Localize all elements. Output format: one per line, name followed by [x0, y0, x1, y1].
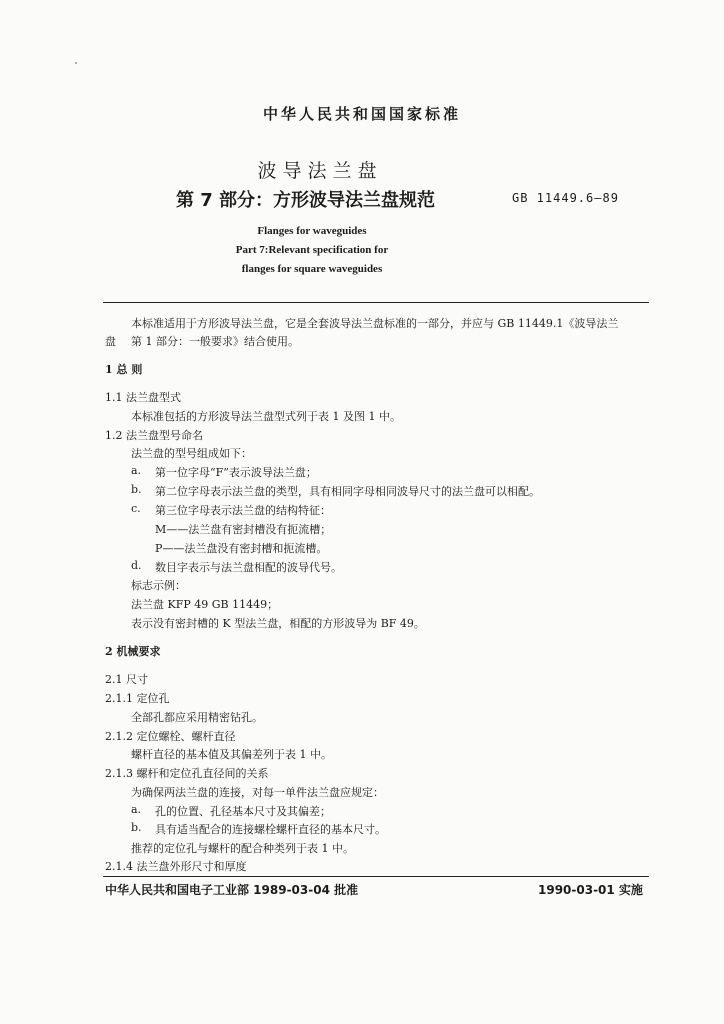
standard-number: GB 11449.6—89: [512, 191, 619, 205]
section-2-heading: 2 机械要求: [105, 645, 161, 658]
title-divider: [103, 302, 649, 303]
section-2-1-3-item-a: 孔的位置、孔径基本尺寸及其偏差；: [155, 805, 331, 818]
section-2-1-3-text: 为确保两法兰盘的连接，对每一单件法兰盘应规定：: [131, 786, 384, 799]
section-2-1-3-item-b-label: b.: [131, 821, 142, 834]
example-code: 法兰盘 KFP 49 GB 11449；: [131, 598, 279, 611]
approval-info: 中华人民共和国电子工业部 1989-03-04 批准: [105, 883, 359, 897]
list-item-d: 数目字表示与法兰盘相配的波导代号。: [155, 561, 342, 574]
example-label: 标志示例：: [131, 579, 186, 592]
intro-paragraph-line-2-start: 盘: [105, 335, 116, 348]
section-2-1-4-heading: 2.1.4 法兰盘外形尺寸和厚度: [105, 860, 247, 873]
section-1-1-heading: 1.1 法兰盘型式: [105, 391, 181, 404]
section-1-2-text: 法兰盘的型号组成如下：: [131, 447, 252, 460]
section-2-1-1-text: 全部孔都应采用精密钻孔。: [131, 711, 263, 724]
english-title-line-1: Flanges for waveguides: [257, 225, 367, 237]
section-2-1-2-heading: 2.1.2 定位螺栓、螺杆直径: [105, 730, 236, 743]
section-2-1-3-item-a-label: a.: [131, 803, 142, 816]
footer-divider: [103, 876, 649, 877]
list-item-c: 第三位字母表示法兰盘的结构特征：: [155, 504, 331, 517]
list-item-a-label: a.: [131, 464, 142, 477]
effective-date: 1990-03-01 实施: [538, 883, 643, 897]
list-item-c-p: P——法兰盘没有密封槽和扼流槽。: [155, 542, 328, 555]
section-1-1-text: 本标准包括的方形波导法兰盘型式列于表 1 及图 1 中。: [131, 410, 401, 423]
section-2-1-heading: 2.1 尺寸: [105, 673, 148, 686]
national-standard-header: 中华人民共和国国家标准: [262, 105, 461, 123]
list-item-a: 第一位字母“F”表示波导法兰盘；: [155, 466, 317, 479]
section-2-1-2-text: 螺杆直径的基本值及其偏差列于表 1 中。: [131, 748, 332, 761]
english-title-line-3: flanges for square waveguides: [241, 263, 383, 275]
list-item-b: 第二位字母表示法兰盘的类型，具有相同字母相同波导尺寸的法兰盘可以相配。: [155, 485, 540, 498]
list-item-d-label: d.: [131, 559, 142, 572]
section-2-1-1-heading: 2.1.1 定位孔: [105, 692, 170, 705]
section-2-1-3-heading: 2.1.3 螺杆和定位孔直径间的关系: [105, 767, 269, 780]
scan-speck: [75, 62, 77, 64]
intro-paragraph-line-1: 本标准适用于方形波导法兰盘，它是全套波导法兰盘标准的一部分，并应与 GB 11449.1《波导法兰: [131, 317, 619, 330]
list-item-c-m: M——法兰盘有密封槽没有扼流槽；: [155, 523, 332, 536]
document-subtitle: 第 7 部分：方形波导法兰盘规范: [176, 190, 436, 211]
english-title-line-2: Part 7:Relevant specification for: [235, 244, 389, 256]
section-1-2-heading: 1.2 法兰盘型号命名: [105, 429, 203, 442]
list-item-c-label: c.: [131, 502, 141, 515]
document-title: 波导法兰盘: [257, 160, 383, 182]
list-item-b-label: b.: [131, 483, 142, 496]
section-2-1-3-recommendation: 推荐的定位孔与螺杆的配合种类列于表 1 中。: [131, 842, 354, 855]
section-2-1-3-item-b: 具有适当配合的连接螺栓螺杆直径的基本尺寸。: [155, 823, 386, 836]
section-1-heading: 1 总 则: [105, 363, 143, 376]
intro-paragraph-line-2: 第 1 部分：一般要求》结合使用。: [131, 335, 299, 348]
example-description: 表示没有密封槽的 K 型法兰盘，相配的方形波导为 BF 49。: [131, 617, 425, 630]
